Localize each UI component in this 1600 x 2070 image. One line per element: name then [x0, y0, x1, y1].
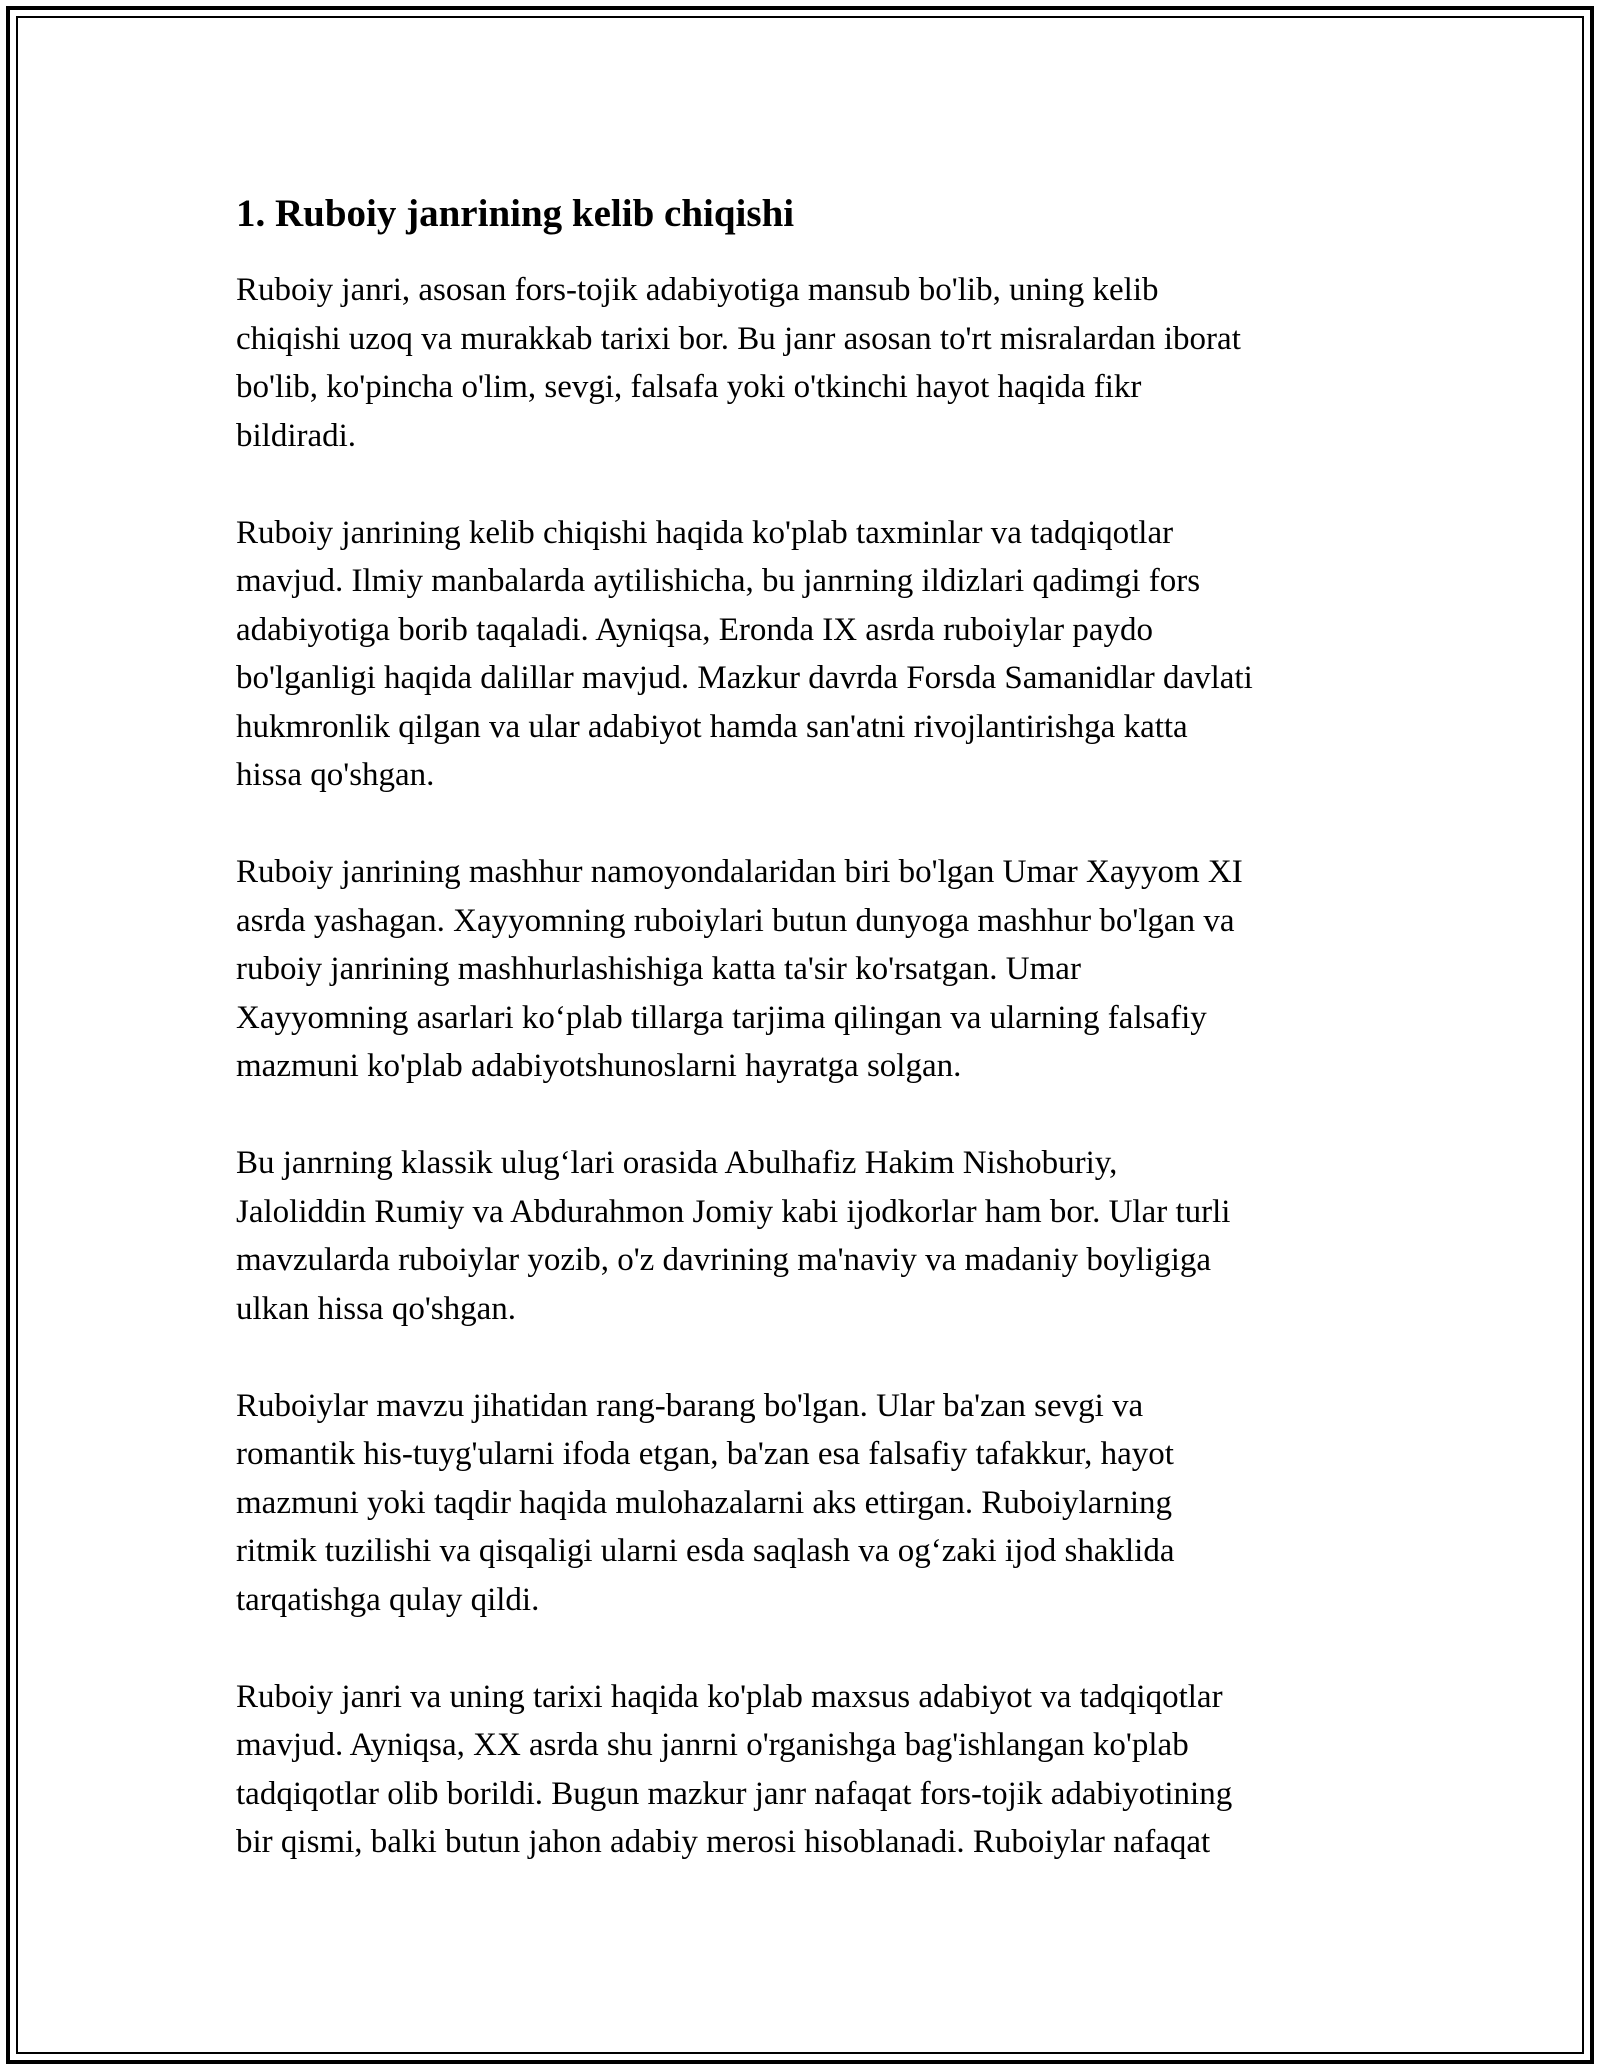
- document-body: [236, 190, 1376, 1915]
- paragraph-classical-poets: Bu janrning klassik ulug‘lari orasida Abulhafiz Hakim Nishoburiy, Jaloliddin Rumiy va Abdurahmon Jomiy kabi ijodkorlar ham bor. Ular turli mavzularda ruboiylar yozib, o'z davrining ma'naviy va madaniy boyligiga ulkan hissa qo'shgan.: [236, 1145, 1231, 1327]
- paragraph-modern-research: Ruboiy janri va uning tarixi haqida ko'plab maxsus adabiyot va tadqiqotlar mavjud. Ayniqsa, XX asrda shu janrni o'rganishga bag'ishlangan ko'plab tadqiqotlar olib borildi. Bugun mazkur janr nafaqat fors-tojik adabiyotining bir qismi, balki butun jahon adabiy merosi hisoblanadi. Ruboiylar nafaqat: [236, 1678, 1233, 1860]
- paragraph-origin-intro: Ruboiy janri, asosan fors-tojik adabiyotiga mansub bo'lib, uning kelib chiqishi uzoq va murakkab tarixi bor. Bu janr asosan to'rt misralardan iborat bo'lib, ko'pincha o'lim, sevgi, falsafa yoki o'tkinchi hayot haqida fikr bildiradi.: [236, 272, 1241, 454]
- paragraph-themes: Ruboiylar mavzu jihatidan rang-barang bo'lgan. Ular ba'zan sevgi va romantik his-tuyg'ularni ifoda etgan, ba'zan esa falsafiy tafakkur, hayot mazmuni yoki taqdir haqida mulohazalarni aks ettirgan. Ruboiylarning ritmik tuzilishi va qisqaligi ularni esda saqlash va og‘zaki ijod shaklida tarqatishga qulay qildi.: [236, 1387, 1175, 1618]
- paragraph-origin-research: Ruboiy janrining kelib chiqishi haqida ko'plab taxminlar va tadqiqotlar mavjud. Ilmiy manbalarda aytilishicha, bu janrning ildizlari qadimgi fors adabiyotiga borib taqaladi. Ayniqsa, Eronda IX asrda ruboiylar paydo bo'lganligi haqida dalillar mavjud. Mazkur davrda Forsda Samanidlar davlati hukmronlik qilgan va ular adabiyot hamda san'atni rivojlantirishga katta hissa qo'shgan.: [236, 514, 1253, 793]
- paragraph-umar-khayyam: Ruboiy janrining mashhur namoyondalaridan biri bo'lgan Umar Xayyom XI asrda yashagan. Xayyomning ruboiylari butun dunyoga mashhur bo'lgan va ruboiy janrining mashhurlashishiga katta ta'sir ko'rsatgan. Umar Xayyomning asarlari ko‘plab tillarga tarjima qilingan va ularning falsafiy mazmuni ko'plab adabiyotshunoslarni hayratga solgan.: [236, 854, 1243, 1084]
- page-title: 1. Ruboiy janrining kelib chiqishi: [236, 192, 795, 235]
